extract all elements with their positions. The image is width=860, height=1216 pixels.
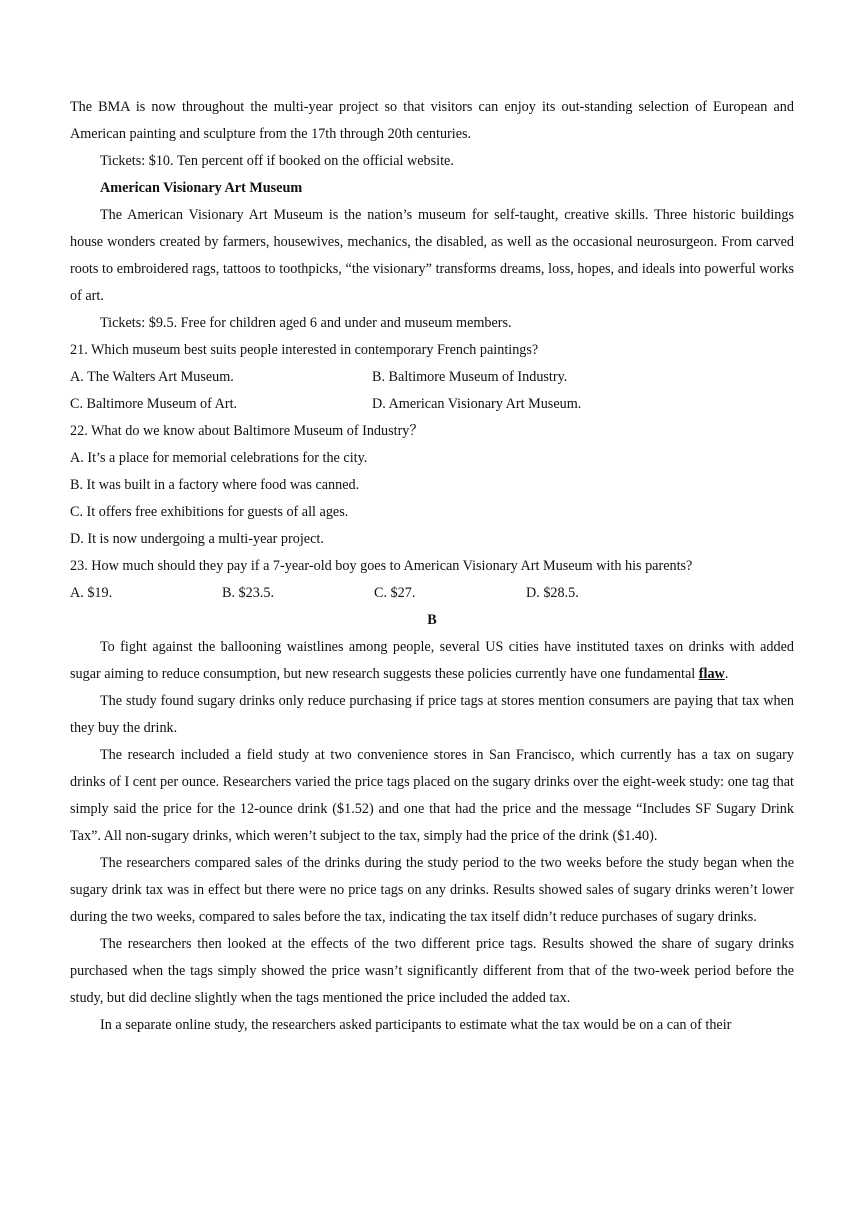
question-22-option-d: D. It is now undergoing a multi-year project. bbox=[70, 531, 324, 547]
section-b-paragraph-1 bbox=[70, 634, 794, 688]
question-23-options bbox=[70, 580, 794, 607]
avam-heading: American Visionary Art Museum bbox=[100, 180, 303, 196]
question-22-option-a: A. It’s a place for memorial celebrations for the city. bbox=[70, 450, 368, 466]
question-21-option-a: A. The Walters Art Museum. bbox=[70, 369, 234, 385]
section-b-paragraph-2: The study found sugary drinks only reduce purchasing if price tags at stores mention consumers are paying that tax when they buy the drink. bbox=[70, 693, 794, 736]
question-21-option-d: D. American Visionary Art Museum. bbox=[372, 396, 582, 412]
question-21-option-b: B. Baltimore Museum of Industry. bbox=[372, 369, 568, 385]
paragraph-1-text: To fight against the ballooning waistlines among people, several US cities have instituted taxes on drinks with added sugar aiming to reduce consumption, but new research suggests these policies currently have one fundamental bbox=[70, 639, 794, 682]
question-21-options-row-1 bbox=[70, 364, 794, 391]
question-22-option-c: C. It offers free exhibitions for guests of all ages. bbox=[70, 504, 349, 520]
question-21-options-row-2 bbox=[70, 391, 794, 418]
question-23-option-a: A. $19. bbox=[70, 585, 113, 601]
section-b-label: B bbox=[427, 612, 437, 628]
keyword-flaw: flaw bbox=[698, 666, 725, 682]
avam-paragraph: The American Visionary Art Museum is the nation’s museum for self-taught, creative skills. Three historic buildings house wonders created by farmers, housewives, mechanics, the disabled, as well as the occasional neurosurgeon. From carved roots to embroidered rags, tattoos to toothpicks, “the visionary” transforms dreams, loss, hopes, and ideals into powerful works of art. bbox=[70, 207, 794, 304]
bma-tickets: Tickets: $10. Ten percent off if booked on the official website. bbox=[100, 153, 454, 169]
bma-paragraph: The BMA is now throughout the multi-year project so that visitors can enjoy its out-standing selection of European and American painting and sculpture from the 17th through 20th centuries. bbox=[70, 99, 794, 142]
question-21-stem: 21. Which museum best suits people interested in contemporary French paintings? bbox=[70, 342, 539, 358]
section-b-paragraph-6: In a separate online study, the researchers asked participants to estimate what the tax would be on a can of their bbox=[100, 1017, 732, 1033]
question-23-option-c: C. $27. bbox=[374, 585, 416, 601]
section-b-paragraph-4: The researchers compared sales of the drinks during the study period to the two weeks before the study began when the sugary drink tax was in effect but there were no price tags on any drinks. Results showed sales of sugary drinks weren’t lower during the two weeks, compared to sales before the tax, indicating the tax itself didn’t reduce purchases of sugary drinks. bbox=[70, 855, 794, 925]
question-22-stem: 22. What do we know about Baltimore Museum of Industry？ bbox=[70, 423, 424, 439]
question-23-option-d: D. $28.5. bbox=[526, 585, 579, 601]
question-23-option-b: B. $23.5. bbox=[222, 585, 275, 601]
paragraph-1-end: . bbox=[724, 666, 729, 682]
section-b-paragraph-3: The research included a field study at two convenience stores in San Francisco, which currently has a tax on sugary drinks of I cent per ounce. Researchers varied the price tags placed on the sugary drinks over the eight-week study: one tag that simply said the price for the 12-ounce drink ($1.52) and one that had the price and the message “Includes SF Sugary Drink Tax”. All non-sugary drinks, which weren’t subject to the tax, simply had the price of the drink ($1.40). bbox=[70, 747, 794, 844]
avam-tickets: Tickets: $9.5. Free for children aged 6 and under and museum members. bbox=[100, 315, 512, 331]
page-content bbox=[70, 94, 794, 1039]
question-21-option-c: C. Baltimore Museum of Art. bbox=[70, 396, 238, 412]
section-b-paragraph-5: The researchers then looked at the effects of the two different price tags. Results showed the share of sugary drinks purchased when the tags simply showed the price wasn’t significantly different from that of the two-week period before the study, but did decline slightly when the tags mentioned the price included the added tax. bbox=[70, 936, 794, 1006]
question-23-stem: 23. How much should they pay if a 7-year-old boy goes to American Visionary Art Museum with his parents? bbox=[70, 558, 693, 574]
question-22-option-b: B. It was built in a factory where food was canned. bbox=[70, 477, 360, 493]
